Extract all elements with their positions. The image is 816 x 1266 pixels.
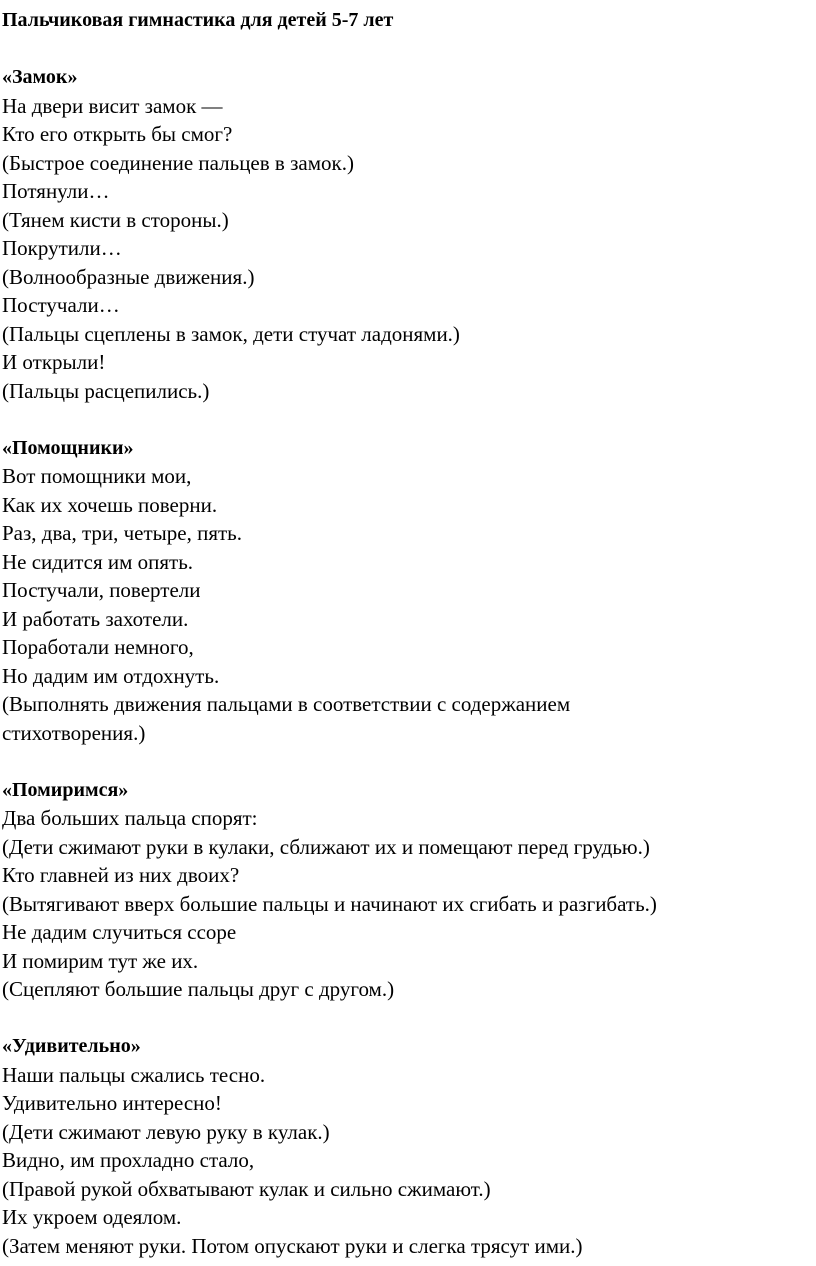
text-line: (Пальцы сцеплены в замок, дети стучат ладонями.) — [2, 321, 460, 346]
text-line: Удивительно интересно! — [2, 1091, 222, 1115]
text-line: И помирим тут же их. — [2, 948, 199, 973]
text-line: Поработали немного, — [2, 635, 194, 659]
text-line: (Волнообразные движения.) — [2, 264, 255, 289]
text-line: Видно, им прохладно стало, — [2, 1148, 255, 1172]
text-line: Два больших пальца спорят: — [2, 806, 258, 830]
text-line: Кто главней из них двоих? — [2, 863, 240, 887]
text-line: Кто его открыть бы смог? — [2, 122, 233, 146]
text-line: Но дадим им отдохнуть. — [2, 663, 220, 688]
text-line: (Сцепляют большие пальцы друг с другом.) — [2, 977, 395, 1001]
text-line: Постучали, повертели — [2, 578, 201, 602]
text-line: На двери висит замок — — [2, 93, 223, 118]
text-line: Постучали… — [2, 293, 120, 317]
text-line: (Правой рукой обхватывают кулак и сильно сжимают.) — [2, 1176, 491, 1201]
text-line: (Быстрое соединение пальцев в замок.) — [2, 150, 354, 175]
section-title: «Помиримся» — [2, 778, 129, 801]
section-title: «Помощники» — [2, 436, 134, 459]
section-pomirimsya — [2, 776, 816, 1004]
text-line: (Пальцы расцепились.) — [2, 378, 210, 403]
text-line: Покрутили… — [2, 236, 122, 260]
text-line: (Вытягивают вверх большие пальцы и начинают их сгибать и разгибать.) — [2, 891, 657, 916]
document-title: Пальчиковая гимнастика для детей 5-7 лет — [2, 9, 394, 31]
text-line: Потянули… — [2, 179, 110, 203]
text-line: (Тянем кисти в стороны.) — [2, 207, 229, 232]
section-title: «Замок» — [2, 66, 78, 88]
text-line: Раз, два, три, четыре, пять. — [2, 521, 243, 545]
text-line: Не сидится им опять. — [2, 549, 194, 574]
text-line: стихотворения.) — [2, 720, 146, 745]
text-line: (Затем меняют руки. Потом опускают руки и слегка трясут ими.) — [2, 1233, 583, 1258]
text-line: Как их хочешь поверни. — [2, 492, 218, 517]
section-zamok — [2, 63, 816, 405]
section-title: «Удивительно» — [2, 1035, 141, 1057]
text-line: Наши пальцы сжались тесно. — [2, 1062, 266, 1087]
text-line: И открыли! — [2, 350, 106, 374]
text-line: (Дети сжимают руки в кулаки, сближают их и помещают перед грудью.) — [2, 834, 650, 859]
section-pomoshchniki — [2, 434, 816, 748]
text-line: Их укроем одеялом. — [2, 1205, 182, 1229]
text-line: И работать захотели. — [2, 606, 189, 631]
text-line: (Выполнять движения пальцами в соответствии с содержанием — [2, 692, 571, 716]
section-udivitelno — [2, 1032, 816, 1260]
text-line: (Дети сжимают левую руку в кулак.) — [2, 1119, 330, 1144]
text-line: Вот помощники мои, — [2, 464, 192, 488]
text-line: Не дадим случиться ссоре — [2, 920, 237, 944]
